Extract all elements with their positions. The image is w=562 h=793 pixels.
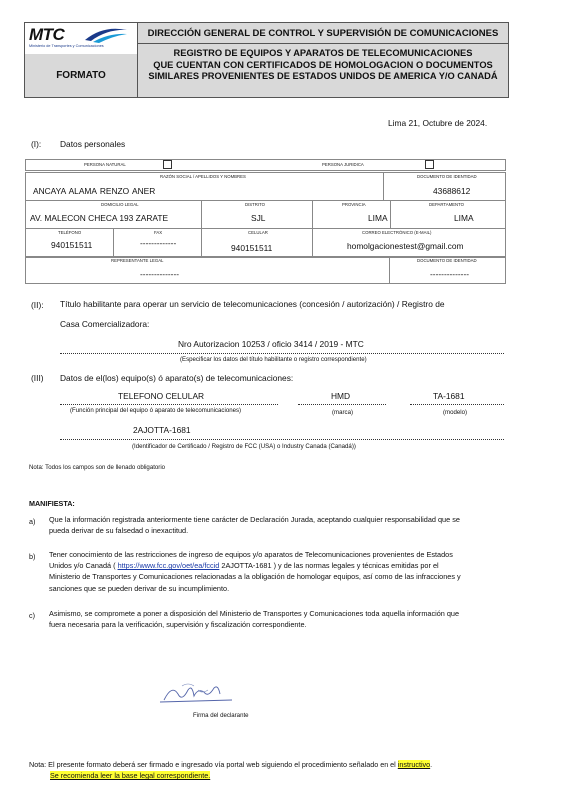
nota-portal-text: Nota: El presente formato deberá ser firmado e ingresado vía portal web siguiendo el procedimiento señalado en el (29, 760, 398, 769)
fax-value: ------------- (140, 238, 177, 248)
item-c-text (49, 608, 459, 630)
provincia-value: LIMA (368, 213, 388, 223)
item-c-line: Asimismo, se compromete a poner a disposición del Ministerio de Transportes y Comunicaciones toda aquella información que (49, 609, 460, 618)
grid-divider (25, 200, 505, 201)
persona-juridica-checkbox[interactable] (425, 160, 434, 169)
item-a-text (49, 514, 460, 536)
nota-portal-web (29, 760, 432, 769)
correo-label: CORREO ELECTRÓNICO (E-MAIL) (362, 230, 432, 235)
provincia-label: PROVINCIA (342, 202, 366, 207)
marca-line (298, 404, 386, 405)
form-header (24, 22, 509, 98)
section-2-text-line-1: Título habilitante para operar un servicio de telecomunicaciones (concesión / autorización) / Registro de (60, 299, 445, 309)
item-b-line: Tener conocimiento de las restricciones de ingreso de equipos y/o aparatos de Telecomunicaciones provenientes de Estados (49, 550, 453, 559)
item-b-text (49, 549, 461, 594)
titulo-habilitante-value: Nro Autorizacion 10253 / oficio 3414 / 2019 - MTC (178, 339, 364, 349)
funcion-label: (Función principal del equipo ó aparato de telecomunicaciones) (70, 407, 242, 414)
item-b-line: sanciones que se pueden derivar de su incumplimiento. (49, 583, 230, 593)
telefono-label: TELÉFONO (58, 230, 82, 235)
section-3-number: (III) (31, 373, 44, 383)
identificador-label: (Identificador de Certificado / Registro de FCC (USA) o Industry Canada (Canadá)) (132, 443, 356, 450)
logo-subtitle: Ministerio de Transportes y Comunicaciones (29, 44, 104, 48)
grid-divider (383, 172, 384, 200)
grid-divider (312, 200, 313, 256)
modelo-value: TA-1681 (433, 391, 465, 401)
item-b-line2-pre: Unidos y/o Canadá ( (49, 561, 118, 571)
titulo-habilitante-hint: (Especificar los datos del título habilitante o registro correspondiente) (180, 356, 367, 363)
persona-natural-label: PERSONA NATURAL (84, 162, 126, 167)
grid-divider (25, 228, 505, 229)
distrito-label: DISTRITO (245, 202, 265, 207)
domicilio-value: AV. MALECON CHECA 193 ZARATE (30, 213, 169, 223)
section-3-title: Datos de el(los) equipo(s) ó aparato(s) de telecomunicaciones: (60, 373, 294, 383)
telefono-value: 940151511 (51, 240, 93, 250)
departamento-label: DEPARTAMENTO (429, 202, 465, 207)
doc-identidad-value: 43688612 (433, 186, 471, 196)
section-1-title: Datos personales (60, 139, 126, 149)
domicilio-label: DOMICILIO LEGAL (101, 202, 139, 207)
item-a-label: a) (29, 517, 36, 526)
title-line: QUE CUENTAN CON CERTIFICADOS DE HOMOLOGACION O DOCUMENTOS (153, 59, 493, 70)
correo-value: homolgacionestest@gmail.com (347, 241, 464, 251)
marca-value: HMD (331, 391, 351, 401)
funcion-value: TELEFONO CELULAR (118, 391, 205, 401)
section-2-number: (II): (31, 300, 44, 310)
funcion-line (60, 404, 278, 405)
item-c-line: fuera necesaria para la verificación, supervisión y fiscalización correspondiente. (49, 620, 307, 630)
item-a-line: Que la información registrada anteriormente tiene carácter de Declaración Jurada, aceptando cualquier responsabilidad que se (49, 515, 460, 524)
swoosh-icon (83, 27, 129, 43)
direccion-title: DIRECCIÓN GENERAL DE CONTROL Y SUPERVISIÓN DE COMUNICACIONES (138, 23, 508, 44)
razon-social-label: RAZÓN SOCIAL / APELLIDOS Y NOMBRES (160, 174, 246, 179)
manifiesta-title: MANIFIESTA: (29, 499, 75, 508)
fax-label: FAX (154, 230, 163, 235)
item-b-line2-post: 2AJOTTA-1681 ) y de las normas legales y técnicas emitidas por el (219, 561, 439, 571)
razon-social-value: ANCAYA ALAMA RENZO ANER (33, 186, 156, 196)
representante-label: REPRESENTANTE LEGAL (111, 258, 164, 263)
marca-label: (marca) (332, 409, 353, 416)
doc-identidad-label: DOCUMENTO DE IDENTIDAD (417, 174, 477, 179)
persona-natural-checkbox[interactable] (163, 160, 172, 169)
section-2-text-line-2: Casa Comercializadora: (60, 319, 150, 329)
item-a-line: pueda derivar de su falsedad o inexactitud. (49, 526, 189, 536)
section-1-number: (I): (31, 139, 42, 149)
grid-divider (201, 200, 202, 256)
nota-obligatorio: Nota: Todos los campos son de llenado obligatorio (29, 464, 166, 471)
grid-divider (390, 200, 391, 228)
base-legal-note: Se recomienda leer la base legal correspondiente. (50, 771, 211, 780)
titulo-habilitante-line (60, 353, 504, 354)
item-b-line (49, 560, 461, 571)
grid-divider (113, 228, 114, 256)
firma-label: Firma del declarante (193, 712, 249, 719)
title-line: REGISTRO DE EQUIPOS Y APARATOS DE TELECOMUNICACIONES (173, 48, 473, 58)
fcc-link[interactable]: https://www.fcc.gov/oet/ea/fccid (117, 561, 220, 571)
instructivo-link[interactable]: instructivo (397, 760, 431, 769)
form-date: Lima 21, Octubre de 2024. (388, 118, 488, 128)
rep-doc-label: DOCUMENTO DE IDENTIDAD (417, 258, 477, 263)
persona-juridica-label: PERSONA JURIDICA (322, 162, 364, 167)
modelo-label: (modelo) (443, 409, 468, 416)
title-line: SIMILARES PROVENIENTES DE ESTADOS UNIDOS DE AMERICA Y/O CANADÁ (148, 71, 498, 81)
grid-divider (389, 256, 390, 283)
celular-label: CELULAR (248, 230, 268, 235)
rep-doc-value: -------------- (430, 269, 470, 279)
logo-text: MTC (29, 25, 65, 44)
nota-portal-end: . (430, 760, 433, 769)
item-c-label: c) (29, 611, 35, 620)
modelo-line (410, 404, 504, 405)
item-b-label: b) (29, 552, 36, 561)
representante-value: -------------- (140, 269, 180, 279)
formato-label: FORMATO (25, 54, 138, 97)
distrito-value: SJL (251, 213, 266, 223)
identificador-line (60, 439, 504, 440)
item-b-line: Ministerio de Transportes y Comunicaciones relacionadas a la obligación de homologar equipos, así como de las infracciones y (49, 572, 461, 582)
mtc-logo (25, 23, 138, 55)
signature-image (158, 680, 238, 708)
form-title (138, 44, 508, 97)
celular-value: 940151511 (231, 243, 273, 253)
identificador-value: 2AJOTTA-1681 (133, 425, 191, 435)
departamento-value: LIMA (454, 213, 474, 223)
